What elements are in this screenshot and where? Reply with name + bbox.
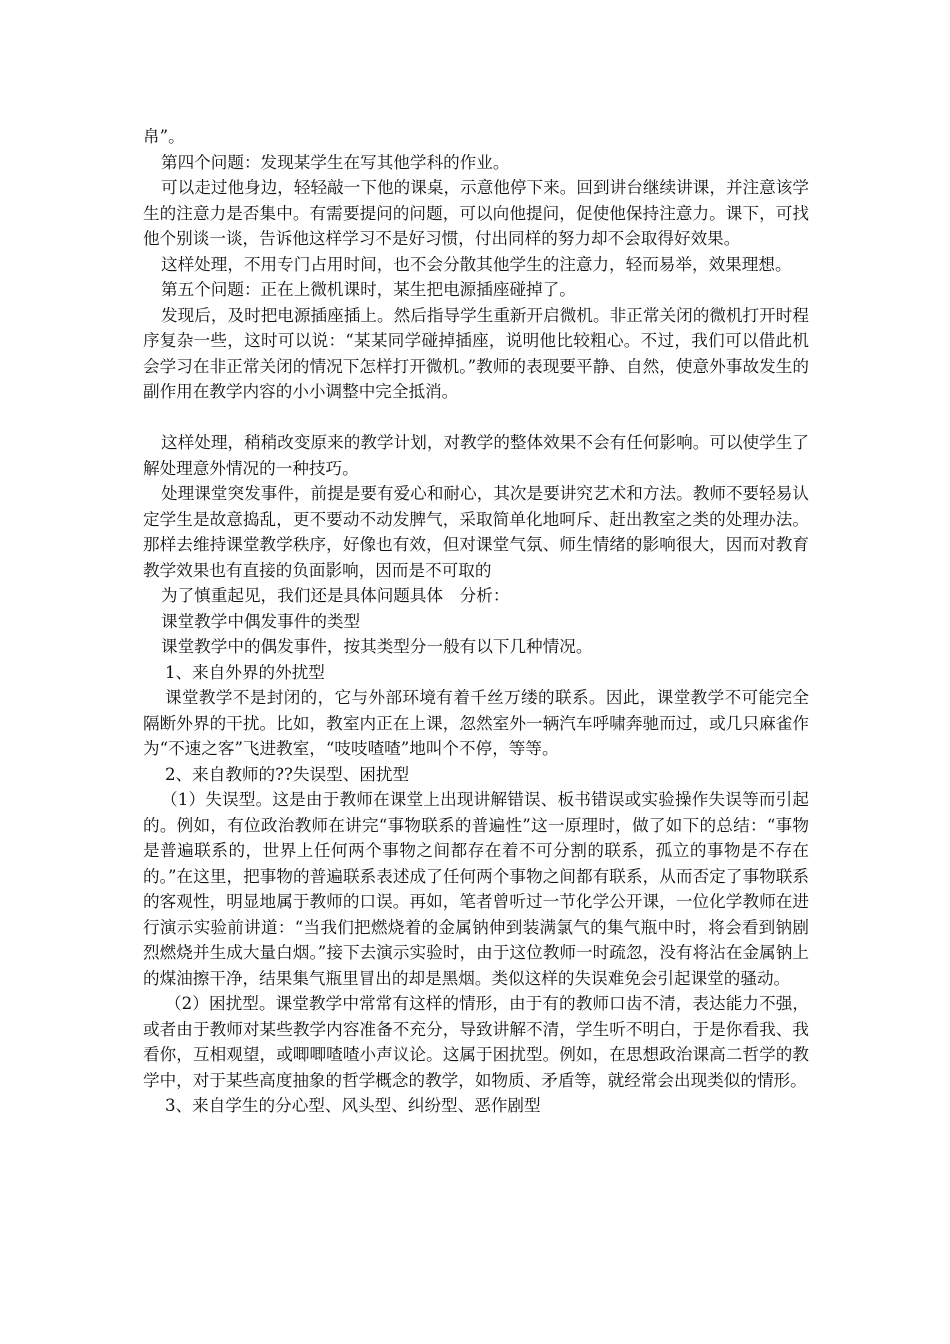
paragraph: 发现后，及时把电源插座插上。然后指导学生重新开启微机。非正常关闭的微机打开时程序复杂一些，这时可以说：“某某同学碰掉插座，说明他比较粗心。不过，我们可以借此机会学习在非正常关闭的情况下怎样打开微机。”教师的表现要平静、自然，使意外事故发生的副作用在教学内容的小小调整中完全抵消。 [143,305,809,401]
document-page [143,124,809,1119]
section-heading: 课堂教学中偶发事件的类型 [161,611,361,631]
paragraph: 处理课堂突发事件，前提是要有爱心和耐心，其次是要讲究艺术和方法。教师不要轻易认定学生是故意捣乱，更不要动不动发脾气，采取简单化地呵斥、赶出教室之类的处理办法。那样去维持课堂教学秩序，好像也有效，但对课堂气氛、师生情绪的影响很大，因而对教育教学效果也有直接的负面影响，因而是不可取的 [143,484,809,580]
paragraph: 为了慎重起见，我们还是具体问题具体 分析： [161,586,510,605]
paragraph: （2）困扰型。课堂教学中常常有这样的情形，由于有的教师口齿不清，表达能力不强，或者由于教师对某些教学内容准备不充分，导致讲解不清，学生听不明白，于是你看我、我看你，互相观望，或唧唧喳喳小声议论。这属于困扰型。例如，在思想政治课高二哲学的教学中，对于某些高度抽象的哲学概念的教学，如物质、矛盾等，就经常会出现类似的情形。 [143,994,809,1090]
subheading: 3、来自学生的分心型、风头型、纠纷型、恶作剧型 [165,1096,541,1115]
paragraph: （1）失误型。这是由于教师在课堂上出现讲解错误、板书错误或实验操作失误等而引起的。例如，有位政治教师在讲完“事物联系的普遍性”这一原理时，做了如下的总结：“事物是普遍联系的，世界上任何两个事物之间都存在着不可分割的联系，孤立的事物是不存在的。”在这里，把事物的普遍联系表述成了任何两个事物之间都有联系，从而否定了事物联系的客观性，明显地属于教师的口误。再如，笔者曾听过一节化学公开课，一位化学教师在进行演示实验前讲道：“当我们把燃烧着的金属钠伸到装满氯气的集气瓶中时，将会看到钠剧烈燃烧并生成大量白烟。”接下去演示实验时，由于这位教师一时疏忽，没有将沾在金属钠上的煤油擦干净，结果集气瓶里冒出的却是黑烟。类似这样的失误难免会引起课堂的骚动。 [143,790,809,988]
paragraph: 第五个问题：正在上微机课时，某生把电源插座碰掉了。 [161,280,576,299]
paragraph: 课堂教学不是封闭的，它与外部环境有着千丝万缕的联系。因此，课堂教学不可能完全隔断外界的干扰。比如，教室内正在上课，忽然室外一辆汽车呼啸奔驰而过，或几只麻雀作为“不速之客”飞进教室，“吱吱喳喳”地叫个不停，等等。 [143,688,809,758]
paragraph: 第四个问题：发现某学生在写其他学科的作业。 [161,152,510,172]
paragraph: 这样处理，稍稍改变原来的教学计划，对教学的整体效果不会有任何影响。可以使学生了解处理意外情况的一种技巧。 [143,433,809,478]
paragraph: 帛”。 [143,127,185,146]
paragraph: 课堂教学中的偶发事件，按其类型分一般有以下几种情况。 [161,637,593,656]
paragraph: 可以走过他身边，轻轻敲一下他的课桌，示意他停下来。回到讲台继续讲课，并注意该学生的注意力是否集中。有需要提问的问题，可以向他提问，促使他保持注意力。课下，可找他个别谈一谈，告诉他这样学习不是好习惯，付出同样的努力却不会取得好效果。 [143,178,809,248]
subheading: 1、来自外界的外扰型 [165,662,325,682]
blank-line [143,405,809,431]
subheading: 2、来自教师的??失误型、困扰型 [165,764,410,784]
paragraph: 这样处理，不用专门占用时间，也不会分散其他学生的注意力，轻而易举，效果理想。 [161,254,792,274]
